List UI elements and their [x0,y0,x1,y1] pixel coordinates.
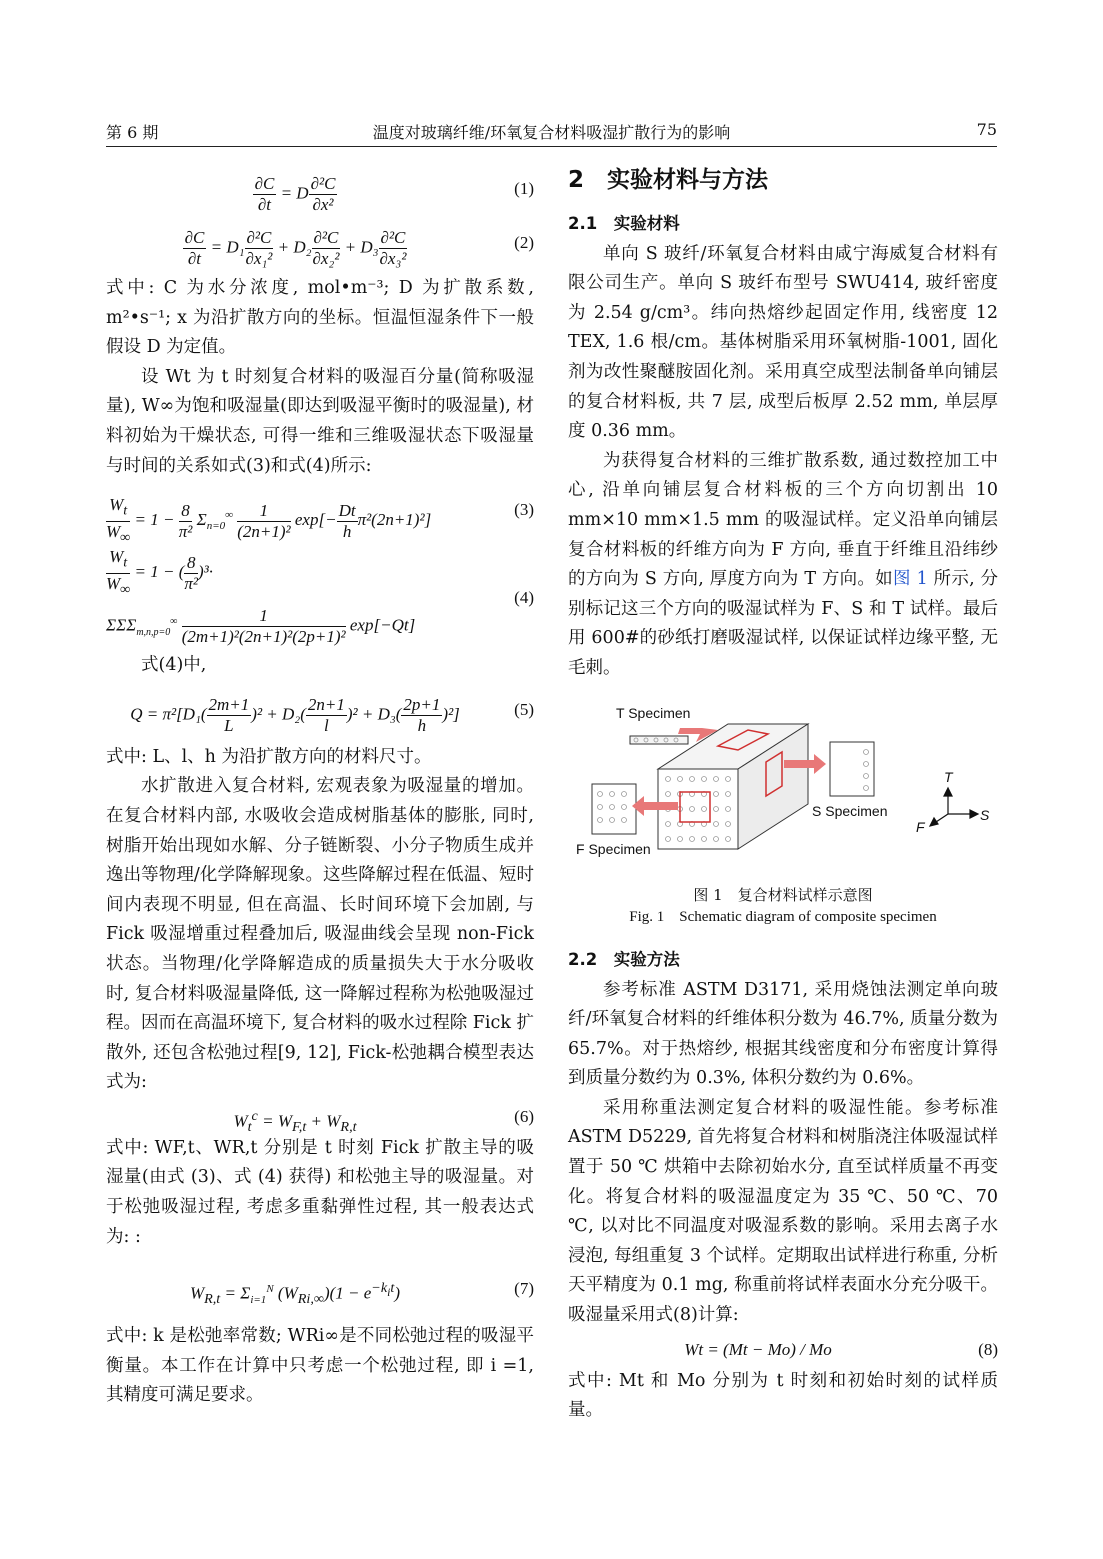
paragraph-body: 水扩散进入复合材料, 宏观表象为吸湿量的增加。在复合材料内部, 水吸收会造成树脂基体的膨胀, 同时, 树脂开始出现如水解、分子链断裂、小分子物质生成并逸出等物理/化学降解现象。这些降解过程在低温、短时间内表现不明显, 但在高温、长时间环境下会加剧, 与 Fick 吸湿增重过程叠加后, 吸湿曲线会呈现 non-Fick 状态。当物理/化学降解造成的质量损失大于水分吸收时, 复合材料吸湿量降低, 这一降解过程称为松弛吸湿过程。因而在高温环境下, 复合材料的吸水过程除 Fick 扩散外, 还包含松弛过程[9, 12], Fick-松弛耦合模型表达式为: [106,776,534,1093]
figure-caption-en: Fig. 1 Schematic diagram of composite specimen [629,908,937,925]
figure-link[interactable]: 图 1 [892,569,928,590]
equation-5: Q = π²[D₁( $\frac{2m+1}{L}$ )² + D₂( $\frac{2n+1}{l}$ )² + D₃( $\frac{2p+1}{h}$ )²] (5) [130,694,534,735]
running-header [106,116,997,147]
axis-s-label: S [980,806,990,823]
specimen-diagram [568,694,998,884]
paragraph-methods-1: 参考标准 ASTM D3171, 采用烧蚀法测定单向玻纤/环氧复合材料的纤维体积分数为 46.7%, 质量分数为 65.7%。对于热熔纱, 根据其线密度和分布密度计算得到质量分数约为 0.3%, 体积分数约为 0.6%。 [568,979,998,1089]
paragraph-specimens: 为获得复合材料的三维扩散系数, 通过数控加工中心, 沿单向铺层复合材料板的三个方向切割出 10 mm×10 mm×1.5 mm 的吸湿试样。定义沿单向铺层复合材料板的纤维方向为 F 方向, 垂直于纤维且沿纬纱的方向为 S 方向, 厚度方向为 T 方向。如图 1 所示, 分别标记这三个方向的吸湿试样为 F、S 和 T 试样。最后用 600#的砂纸打磨吸湿试样, 以保证试样边缘平整, 无毛刺。 [568,450,998,678]
equation-number: (5) [514,699,534,719]
paragraph-definitions-2: 设 Wt 为 t 时刻复合材料的吸湿百分量(简称吸湿量), W∞为饱和吸湿量(即达到吸湿平衡时的吸湿量), 材料初始为干燥状态, 可得一维和三维吸湿状态下吸湿量与时间的关系如式(3)和式(4)所示: [106,366,534,476]
paragraph-methods-3: 式中: Mt 和 Mo 分别为 t 时刻和初始时刻的试样质量。 [568,1370,998,1421]
axis-f-label: F [916,818,925,835]
equation-6: $W_t^c = W_{F,t} + W_{R,t}$ (6) [106,1098,534,1134]
paragraph-eq4-note: 式(4)中, [141,655,207,676]
issue-number: 第 6 期 [106,123,159,142]
equation-4: $\frac{W_t}{W_\infty}$ = 1 − ( $\frac{8}{\text{π²}}$ )³· $\Sigma\Sigma\Sigma_{m,n,p=0}^\infty$ $\frac{1}{\text{(2m+1)²(2n+1)²(2p+1)²}}$ exp[−Qt] (4) [106,547,534,647]
equation-8: Wt = (Mt − Mo) / Mo (8) [568,1331,998,1367]
equation-1: $\frac{\partial C}{\partial t}$ = D $\frac{\text{∂²C}}{\text{∂x²}}$ (1) [254,174,534,214]
s-specimen-label: S Specimen [812,802,888,819]
figure-caption-cn: 图 1 复合材料试样示意图 [693,885,873,904]
axis-t-label: T [944,768,953,785]
left-column [106,160,534,1411]
paragraph-definitions-3: 式中: L、l、h 为沿扩散方向的材料尺寸。 [106,746,432,767]
t-specimen-label: T Specimen [616,704,691,721]
running-title: 温度对玻璃纤维/环氧复合材料吸湿扩散行为的影响 [372,123,731,142]
equation-number: (3) [514,500,534,520]
paragraph-definitions-4: 式中: WF,t、WR,t 分别是 t 时刻 Fick 扩散主导的吸湿量(由式 (3)、式 (4) 获得) 和松弛主导的吸湿量。对于松弛吸湿过程, 考虑多重黏弹性过程, 其一般表达式为: : [106,1137,534,1247]
equation-number: (7) [514,1279,534,1299]
subsection-heading-methods: 2.2 实验方法 [568,949,680,969]
subsection-heading-materials: 2.1 实验材料 [568,213,680,233]
paragraph-definitions-1: 式中: C 为水分浓度, mol•m⁻³; D 为扩散系数, m²•s⁻¹; x 为沿扩散方向的坐标。恒温恒湿条件下一般假设 D 为定值。 [106,278,534,358]
paragraph-materials: 单向 S 玻纤/环氧复合材料由咸宁海威复合材料有限公司生产。单向 S 玻纤布型号 SWU414, 玻纤密度为 2.54 g/cm³。纬向热熔纱起固定作用, 线密度 12 TEX, 1.6 根/cm。基体树脂采用环氧树脂-1001, 固化剂为改性聚醚胺固化剂。采用真空成型法制备单向铺层的复合材料板, 共 7 层, 成型后板厚 2.52 mm, 单层厚度 0.36 mm。 [568,243,998,442]
equation-2: $\frac{\partial C}{\partial t}$ = D₁ $\frac{\text{∂²C}}{\text{∂x₁²}}$ + D₂ $\frac{\text{∂²C}}{\text{∂x₂²}}$ + D₃ $\frac{\text{∂²C}}{\text{∂x₃²}}$ (2) [184,228,534,268]
f-specimen-label: F Specimen [576,840,651,857]
paragraph-definitions-5: 式中: k 是松弛率常数; WRi∞是不同松弛过程的吸湿平衡量。本工作在计算中只考虑一个松弛过程, 即 i =1, 其精度可满足要求。 [106,1326,534,1406]
equation-3: $\frac{W_t}{W_\infty}$ = 1 − $\frac{8}{\text{π²}}$ $\Sigma_{n=0}^\infty$ $\frac{1}{\text{(2n+1)²}}$ exp[− $\frac{Dt}{h}$ π²(2n+1)²] (3) [106,495,534,545]
equation-number: (2) [514,233,534,252]
right-column [568,160,998,1426]
equation-7: $W_{R,t} = \Sigma_{i=1}^N$ $(W_{Ri,\infty})(1 - e^{-k_it})$ (7) [106,1252,534,1322]
equation-number: (8) [978,1339,998,1359]
paragraph-methods-2: 采用称重法测定复合材料的吸湿性能。参考标准 ASTM D5229, 首先将复合材料和树脂浇注体吸湿试样置于 50 ℃ 烘箱中去除初始水分, 直至试样质量不再变化。将复合材料的吸湿温度定为 35 ℃、50 ℃、70 ℃, 以对比不同温度对吸湿系数的影响。采用去离子水浸泡, 每组重复 3 个试样。定期取出试样进行称重, 分析天平精度为 0.1 mg, 称重前将试样表面水分充分吸干。吸湿量采用式(8)计算: [568,1097,998,1326]
figure-1 [568,694,998,884]
equation-number: (4) [514,588,534,608]
page-number: 75 [976,120,997,139]
section-heading: 2 实验材料与方法 [568,167,769,193]
equation-number: (6) [514,1106,534,1126]
equation-number: (1) [514,179,534,198]
